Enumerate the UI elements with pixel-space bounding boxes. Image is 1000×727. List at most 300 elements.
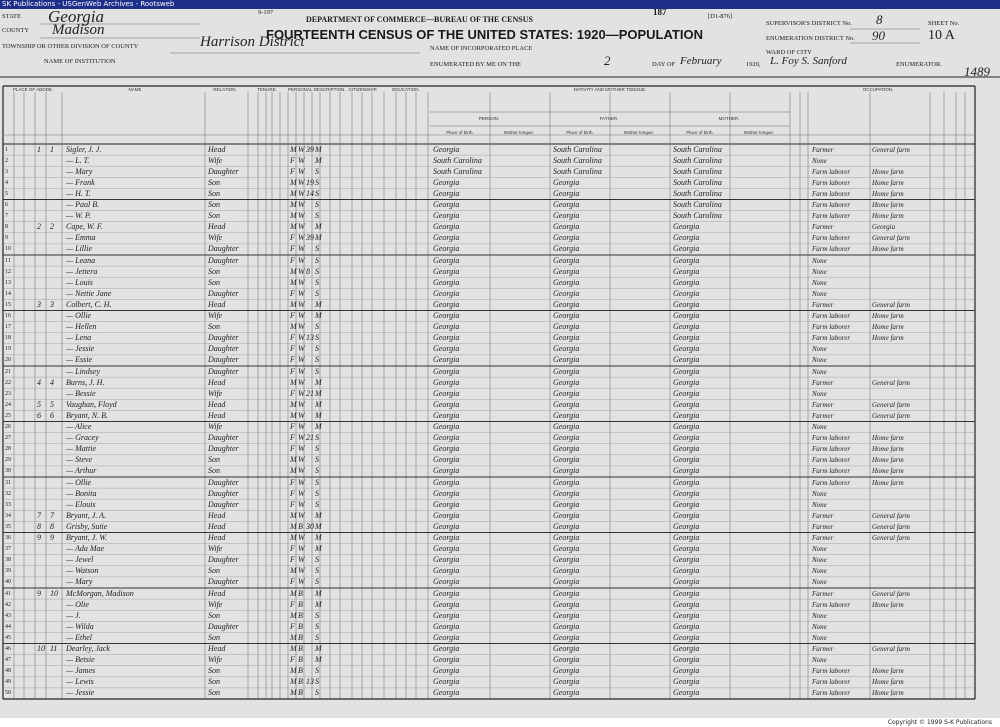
row-person-birth: Georgia: [433, 433, 460, 443]
row-person-birth: Georgia: [433, 599, 460, 609]
row-sex: M: [290, 144, 297, 154]
row-industry: Home farm: [872, 312, 904, 320]
row-race: B: [298, 644, 303, 653]
row-father-birth: Georgia: [553, 422, 580, 431]
row-sex: M: [290, 410, 297, 420]
col-mother: MOTHER.: [718, 116, 740, 121]
row-marital: S: [315, 433, 319, 443]
row-line-number: 13: [5, 279, 11, 286]
row-marital: S: [315, 466, 319, 476]
row-name: McMorgan, Madison: [66, 588, 134, 598]
row-person-birth: Georgia: [433, 644, 460, 653]
row-industry: General farm: [872, 522, 910, 531]
row-father-birth: Georgia: [553, 632, 580, 642]
row-marital: M: [315, 510, 322, 520]
row-relation: Son: [208, 688, 220, 698]
row-name: — L. T.: [66, 155, 90, 165]
department: DEPARTMENT OF COMMERCE—BUREAU OF THE CENSUS: [306, 15, 533, 24]
row-marital: M: [315, 410, 322, 420]
row-name: — H. T.: [66, 188, 91, 198]
row-name: — J.: [66, 610, 81, 620]
county-label: COUNTY: [2, 27, 30, 34]
row-relation: Daughter: [208, 355, 239, 365]
census-row: [0, 145, 1000, 155]
row-age: 13: [306, 677, 314, 687]
row-occupation: None: [812, 367, 827, 376]
row-dwelling: 6: [37, 410, 41, 420]
row-race: B: [298, 677, 303, 687]
row-marital: M: [315, 599, 322, 609]
row-race: B: [298, 521, 303, 531]
row-person-birth: Georgia: [433, 533, 460, 542]
row-mother-birth: Georgia: [673, 455, 700, 465]
row-occupation: Farm laborer: [812, 467, 851, 476]
census-row: [0, 378, 1000, 388]
county-value: Madison: [52, 22, 105, 38]
enumerated-label: ENUMERATED BY ME ON THE: [430, 61, 521, 68]
row-industry: Home farm: [872, 434, 904, 443]
row-father-birth: Georgia: [553, 533, 580, 542]
row-relation: Daughter: [208, 621, 239, 631]
row-relation: Daughter: [208, 555, 239, 565]
row-race: W: [298, 455, 305, 465]
row-race: W: [298, 266, 305, 276]
row-marital: S: [315, 610, 319, 620]
row-person-birth: Georgia: [433, 144, 460, 154]
row-relation: Head: [208, 510, 226, 520]
row-sex: M: [290, 455, 297, 465]
row-name: — Mattie: [66, 444, 96, 454]
row-name: — Watson: [66, 566, 99, 576]
row-line-number: 49: [5, 679, 11, 686]
row-father-birth: Georgia: [553, 233, 580, 243]
row-race: W: [298, 166, 305, 176]
row-race: W: [298, 288, 305, 298]
census-row: [0, 478, 1000, 488]
year-label: 1920,: [746, 61, 761, 68]
row-family: 5: [50, 399, 54, 409]
row-person-birth: Georgia: [433, 200, 460, 209]
row-sex: M: [290, 188, 297, 198]
row-relation: Son: [208, 632, 220, 642]
site-header: SK Publications - USGenWeb Archives - Rootsweb: [0, 0, 1000, 9]
census-row: [0, 256, 1000, 266]
row-industry: Home farm: [872, 689, 904, 698]
row-person-birth: Georgia: [433, 266, 460, 276]
row-marital: S: [315, 566, 319, 576]
row-name: — Lillie: [66, 244, 93, 254]
row-line-number: 23: [5, 390, 11, 397]
row-line-number: 44: [5, 623, 11, 630]
row-name: — Elouis: [66, 499, 96, 509]
row-mother-birth: Georgia: [673, 288, 700, 298]
row-occupation: Farmer: [812, 511, 834, 520]
census-row: [0, 589, 1000, 599]
row-industry: Home farm: [872, 178, 904, 187]
row-father-birth: Georgia: [553, 477, 580, 487]
row-race: W: [298, 344, 305, 354]
row-line-number: 42: [5, 601, 11, 608]
row-relation: Wife: [208, 599, 223, 609]
row-line-number: 35: [5, 523, 11, 530]
row-father-birth: Georgia: [553, 488, 580, 498]
month-value: February: [680, 55, 722, 67]
row-occupation: Farmer: [812, 534, 834, 542]
col-relation: RELATION.: [213, 87, 237, 92]
row-industry: Home farm: [872, 678, 904, 687]
row-person-birth: Georgia: [433, 388, 460, 398]
row-occupation: Farmer: [812, 145, 834, 154]
row-industry: Home farm: [872, 167, 904, 176]
row-father-birth: Georgia: [553, 677, 580, 687]
row-sex: M: [290, 521, 297, 531]
row-father-birth: Georgia: [553, 355, 580, 365]
row-person-birth: Georgia: [433, 688, 460, 698]
row-race: W: [298, 544, 305, 554]
row-occupation: Farmer: [812, 522, 834, 531]
row-father-birth: Georgia: [553, 255, 580, 265]
row-dwelling: 4: [37, 377, 41, 387]
row-sex: M: [290, 677, 297, 687]
census-row: [0, 688, 1000, 698]
row-marital: M: [315, 144, 322, 154]
row-sex: F: [290, 344, 295, 354]
row-occupation: Farmer: [812, 400, 834, 409]
row-race: W: [298, 422, 305, 431]
row-race: W: [298, 555, 305, 565]
census-row: [0, 633, 1000, 643]
row-marital: S: [315, 477, 319, 487]
row-sex: F: [290, 155, 295, 165]
row-name: — Essie: [66, 355, 92, 365]
row-line-number: 29: [5, 457, 11, 464]
row-father-birth: Georgia: [553, 200, 580, 209]
row-relation: Daughter: [208, 166, 239, 176]
row-industry: Home farm: [872, 600, 904, 609]
row-race: W: [298, 333, 305, 343]
row-marital: M: [315, 222, 322, 232]
row-mother-birth: Georgia: [673, 444, 700, 454]
row-person-birth: South Carolina: [433, 155, 482, 165]
row-name: — James: [66, 666, 96, 676]
row-occupation: None: [812, 278, 827, 287]
row-line-number: 15: [5, 301, 11, 308]
row-industry: Home farm: [872, 245, 904, 254]
row-family: 6: [50, 410, 54, 420]
form-id: [D1-876]: [708, 13, 733, 20]
census-row: [0, 300, 1000, 310]
row-race: W: [298, 200, 305, 209]
row-race: B: [298, 632, 303, 642]
row-person-birth: South Carolina: [433, 166, 482, 176]
row-line-number: 8: [5, 224, 8, 231]
row-dwelling: 3: [37, 299, 41, 309]
row-marital: M: [315, 544, 322, 554]
census-row: [0, 400, 1000, 410]
row-person-birth: Georgia: [433, 510, 460, 520]
row-industry: General farm: [872, 645, 910, 653]
row-age: 13: [306, 333, 314, 343]
row-father-birth: Georgia: [553, 333, 580, 343]
col-father: FATHER.: [599, 116, 619, 121]
row-relation: Son: [208, 266, 220, 276]
census-row: [0, 278, 1000, 288]
row-line-number: 18: [5, 335, 11, 342]
row-race: W: [298, 244, 305, 254]
row-family: 9: [50, 533, 54, 542]
row-relation: Head: [208, 377, 226, 387]
row-person-birth: Georgia: [433, 555, 460, 565]
row-mother-birth: Georgia: [673, 599, 700, 609]
row-relation: Son: [208, 277, 220, 287]
form-code: 9-197: [258, 9, 274, 16]
row-relation: Son: [208, 188, 220, 198]
row-relation: Wife: [208, 655, 223, 665]
row-relation: Daughter: [208, 288, 239, 298]
row-father-birth: Georgia: [553, 188, 580, 198]
row-person-birth: Georgia: [433, 322, 460, 332]
row-race: W: [298, 466, 305, 476]
row-relation: Son: [208, 455, 220, 465]
row-sex: M: [290, 466, 297, 476]
row-dwelling: 8: [37, 521, 41, 531]
row-race: W: [298, 433, 305, 443]
row-name: — Bonita: [66, 488, 97, 498]
row-industry: Home farm: [872, 189, 904, 198]
row-family: 7: [50, 510, 54, 520]
row-name: — Jewel: [66, 555, 94, 565]
row-sex: F: [290, 621, 295, 631]
row-relation: Wife: [208, 544, 223, 554]
row-sex: F: [290, 544, 295, 554]
row-occupation: None: [812, 156, 827, 165]
row-relation: Son: [208, 610, 220, 620]
row-occupation: Farm laborer: [812, 312, 851, 320]
institution-label: NAME OF INSTITUTION: [44, 58, 116, 65]
margin-number: 1489: [964, 64, 990, 79]
row-occupation: Farm laborer: [812, 234, 851, 243]
row-family: 8: [50, 521, 54, 531]
row-marital: S: [315, 555, 319, 565]
row-mother-birth: South Carolina: [673, 211, 722, 221]
row-person-birth: Georgia: [433, 355, 460, 365]
row-mother-birth: Georgia: [673, 555, 700, 565]
row-name: — Arthur: [66, 466, 97, 476]
col-mother-tongue: Mother tongue.: [743, 130, 775, 135]
row-occupation: Farmer: [812, 223, 834, 232]
row-relation: Son: [208, 677, 220, 687]
row-sex: M: [290, 666, 297, 676]
census-row: [0, 444, 1000, 454]
row-relation: Son: [208, 566, 220, 576]
row-person-birth: Georgia: [433, 544, 460, 554]
col-place-of-abode: PLACE OF ABODE.: [12, 87, 54, 92]
row-occupation: Farm laborer: [812, 189, 851, 198]
row-sex: F: [290, 288, 295, 298]
col-mother-birth: Place of birth.: [686, 130, 714, 135]
row-sex: M: [290, 322, 297, 332]
census-row: [0, 433, 1000, 443]
row-sex: F: [290, 355, 295, 365]
row-mother-birth: South Carolina: [673, 177, 722, 187]
row-name: — Jettera: [66, 266, 98, 276]
row-line-number: 34: [5, 512, 11, 519]
row-person-birth: Georgia: [433, 233, 460, 243]
day-of-label: DAY OF: [652, 61, 676, 68]
census-row: [0, 333, 1000, 343]
row-mother-birth: Georgia: [673, 422, 700, 431]
row-mother-birth: Georgia: [673, 666, 700, 676]
row-name: — Leana: [66, 255, 96, 265]
row-industry: General farm: [872, 378, 910, 387]
row-relation: Son: [208, 322, 220, 332]
row-industry: Home farm: [872, 334, 904, 343]
row-race: W: [298, 188, 305, 198]
col-person: PERSON.: [478, 116, 500, 121]
census-title: FOURTEENTH CENSUS OF THE UNITED STATES: 1920—POPULATION: [266, 27, 703, 42]
row-dwelling: 9: [37, 533, 41, 542]
row-race: W: [298, 399, 305, 409]
row-race: W: [298, 410, 305, 420]
row-line-number: 38: [5, 557, 11, 564]
township-label: TOWNSHIP OR OTHER DIVISION OF COUNTY: [2, 43, 139, 50]
row-mother-birth: South Carolina: [673, 144, 722, 154]
row-mother-birth: Georgia: [673, 344, 700, 354]
row-occupation: Farm laborer: [812, 167, 851, 176]
row-marital: M: [315, 311, 322, 320]
row-race: W: [298, 277, 305, 287]
row-person-birth: Georgia: [433, 344, 460, 354]
census-row: [0, 489, 1000, 499]
row-sex: F: [290, 233, 295, 243]
row-mother-birth: Georgia: [673, 477, 700, 487]
row-industry: Home farm: [872, 201, 904, 209]
row-mother-birth: Georgia: [673, 277, 700, 287]
state-value: Georgia: [48, 9, 105, 26]
row-dwelling: 5: [37, 399, 41, 409]
row-name: — Ethel: [66, 632, 92, 642]
row-age: 39: [306, 233, 314, 243]
row-person-birth: Georgia: [433, 466, 460, 476]
census-row: [0, 389, 1000, 399]
row-occupation: Farm laborer: [812, 178, 851, 187]
row-father-birth: Georgia: [553, 621, 580, 631]
row-line-number: 25: [5, 412, 11, 419]
col-tenure: TENURE.: [257, 87, 277, 92]
row-name: — Emma: [66, 233, 96, 243]
row-father-birth: Georgia: [553, 555, 580, 565]
col-education: EDUCATION.: [392, 87, 420, 92]
row-race: W: [298, 144, 305, 154]
row-dwelling: 2: [37, 222, 41, 232]
row-father-birth: Georgia: [553, 466, 580, 476]
row-race: W: [298, 211, 305, 221]
col-name: NAME: [128, 87, 142, 92]
row-marital: M: [315, 399, 322, 409]
row-family: 3: [50, 299, 54, 309]
row-mother-birth: South Carolina: [673, 200, 722, 209]
row-mother-birth: South Carolina: [673, 188, 722, 198]
row-person-birth: Georgia: [433, 399, 460, 409]
row-name: — Ollie: [66, 477, 92, 487]
row-race: W: [298, 499, 305, 509]
row-name: — Wilda: [66, 621, 94, 631]
row-sex: M: [290, 533, 297, 542]
row-sex: F: [290, 366, 295, 376]
row-occupation: None: [812, 556, 827, 565]
row-name: — Mary: [66, 577, 93, 587]
row-name: — Bessie: [66, 388, 96, 398]
row-father-birth: Georgia: [553, 588, 580, 598]
row-father-birth: Georgia: [553, 455, 580, 465]
row-sex: F: [290, 444, 295, 454]
row-mother-birth: Georgia: [673, 632, 700, 642]
row-industry: Home farm: [872, 467, 904, 476]
row-race: B: [298, 599, 303, 609]
row-person-birth: Georgia: [433, 444, 460, 454]
row-father-birth: Georgia: [553, 299, 580, 309]
row-person-birth: Georgia: [433, 632, 460, 642]
enumerator-label: ENUMERATOR.: [896, 61, 942, 68]
row-sex: F: [290, 422, 295, 431]
row-relation: Daughter: [208, 499, 239, 509]
row-industry: Home farm: [872, 445, 904, 454]
row-race: W: [298, 477, 305, 487]
row-line-number: 10: [5, 246, 11, 253]
row-line-number: 7: [5, 213, 8, 220]
census-row: [0, 156, 1000, 166]
row-line-number: 40: [5, 579, 11, 586]
row-relation: Daughter: [208, 333, 239, 343]
row-marital: S: [315, 632, 319, 642]
row-sex: M: [290, 588, 297, 598]
row-person-birth: Georgia: [433, 377, 460, 387]
row-occupation: Farm laborer: [812, 334, 851, 343]
row-occupation: Farm laborer: [812, 245, 851, 254]
row-person-birth: Georgia: [433, 499, 460, 509]
row-father-birth: Georgia: [553, 644, 580, 653]
row-line-number: 1: [5, 146, 8, 153]
census-row: [0, 555, 1000, 565]
col-father-tongue: Mother tongue.: [623, 130, 655, 135]
row-person-birth: Georgia: [433, 222, 460, 232]
row-occupation: None: [812, 423, 827, 431]
row-sex: M: [290, 632, 297, 642]
row-occupation: None: [812, 489, 827, 498]
row-person-birth: Georgia: [433, 588, 460, 598]
row-age: 8: [306, 266, 310, 276]
row-occupation: Farmer: [812, 589, 834, 598]
row-marital: S: [315, 266, 319, 276]
row-sex: M: [290, 222, 297, 232]
row-relation: Wife: [208, 388, 223, 398]
row-mother-birth: Georgia: [673, 510, 700, 520]
row-line-number: 6: [5, 202, 8, 208]
row-industry: Home farm: [872, 667, 904, 676]
row-person-birth: Georgia: [433, 333, 460, 343]
row-line-number: 43: [5, 612, 11, 619]
row-line-number: 19: [5, 346, 11, 353]
row-marital: S: [315, 166, 319, 176]
row-relation: Head: [208, 299, 226, 309]
row-race: W: [298, 255, 305, 265]
row-mother-birth: South Carolina: [673, 155, 722, 165]
enumerator-name: L. Foy S. Sanford: [770, 55, 847, 67]
row-marital: S: [315, 188, 319, 198]
row-person-birth: Georgia: [433, 521, 460, 531]
row-name: — Hellen: [66, 322, 97, 332]
row-mother-birth: Georgia: [673, 433, 700, 443]
